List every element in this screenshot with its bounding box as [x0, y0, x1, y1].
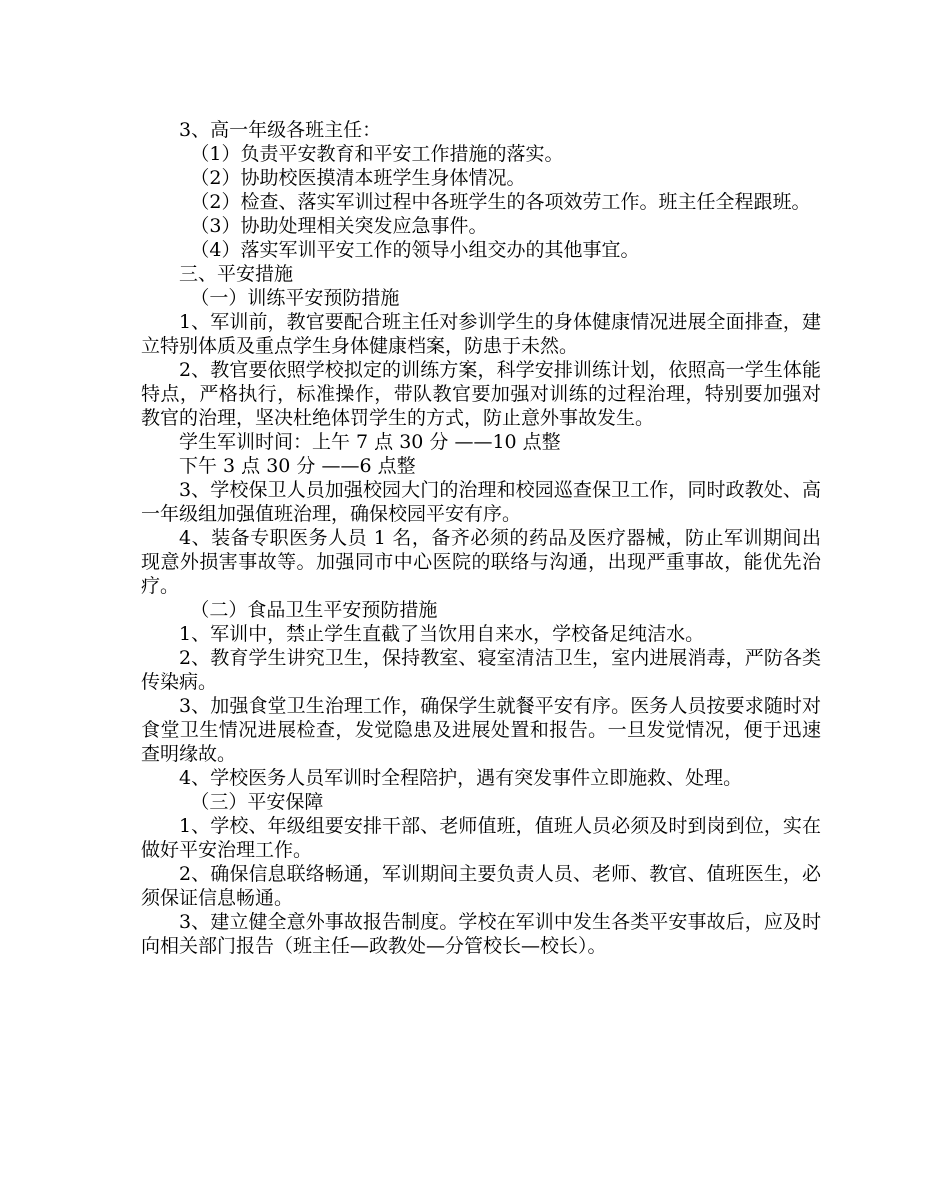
paragraph: 3、学校保卫人员加强校园大门的治理和校园巡查保卫工作，同时政教处、高一年级组加强值班治理，确保校园平安有序。: [141, 479, 821, 525]
paragraph: 1、军训中，禁止学生直截了当饮用自来水，学校备足纯洁水。: [179, 623, 705, 645]
paragraph: 3、建立健全意外事故报告制度。学校在军训中发生各类平安事故后，应及时向相关部门报告（班主任—政教处—分管校长—校长）。: [141, 911, 821, 957]
paragraph: （2）检查、落实军训过程中各班学生的各项效劳工作。班主任全程跟班。: [190, 191, 811, 213]
paragraph: 4、装备专职医务人员 1 名，备齐必须的药品及医疗器械，防止军训期间出现意外损害事故等。加强同市中心医院的联络与沟通，出现严重事故，能优先治疗。: [141, 527, 821, 597]
paragraph: （1）负责平安教育和平安工作措施的落实。: [190, 143, 564, 165]
paragraph: 学生军训时间：上午 7 点 30 分 ——10 点整: [179, 431, 561, 453]
subsection-heading: （一）训练平安预防措施: [190, 287, 400, 309]
paragraph: （3）协助处理相关突发应急事件。: [190, 215, 488, 237]
paragraph: 1、军训前，教官要配合班主任对参训学生的身体健康情况进展全面排查，建立特别体质及重点学生身体健康档案，防患于未然。: [141, 311, 821, 357]
section-heading: 三、平安措施: [179, 263, 294, 285]
paragraph: 2、确保信息联络畅通，军训期间主要负责人员、老师、教官、值班医生，必须保证信息畅通。: [141, 863, 821, 909]
paragraph: 2、教官要依照学校拟定的训练方案，科学安排训练计划，依照高一学生体能特点，严格执行，标准操作，带队教官要加强对训练的过程治理，特别要加强对教官的治理，坚决杜绝体罚学生的方式，防止意外事故发生。: [141, 359, 821, 429]
paragraph: （4）落实军训平安工作的领导小组交办的其他事宜。: [190, 239, 640, 261]
paragraph: 1、学校、年级组要安排干部、老师值班，值班人员必须及时到岗到位，实在做好平安治理工作。: [141, 815, 821, 861]
paragraph: 3、加强食堂卫生治理工作，确保学生就餐平安有序。医务人员按要求随时对食堂卫生情况进展检查，发觉隐患及进展处置和报告。一旦发觉情况，便于迅速查明缘故。: [141, 695, 821, 765]
subsection-heading: （二）食品卫生平安预防措施: [190, 599, 438, 621]
subsection-heading: （三）平安保障: [190, 791, 324, 813]
paragraph: （2）协助校医摸清本班学生身体情况。: [190, 167, 526, 189]
document-body: [141, 118, 821, 958]
paragraph: 下午 3 点 30 分 ——6 点整: [179, 455, 416, 477]
paragraph: 4、学校医务人员军训时全程陪护，遇有突发事件立即施救、处理。: [179, 767, 743, 789]
paragraph: 3、高一年级各班主任：: [179, 119, 382, 141]
paragraph: 2、教育学生讲究卫生，保持教室、寝室清洁卫生，室内进展消毒，严防各类传染病。: [141, 647, 821, 693]
